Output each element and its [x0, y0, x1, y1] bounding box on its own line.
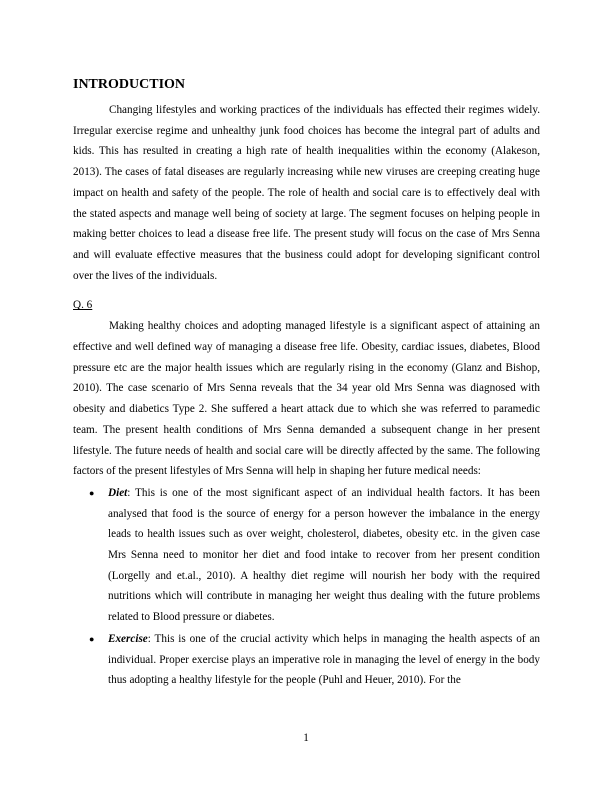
list-item-text: : This is one of the crucial activity which helps in managing the health aspects of an individual. Proper exercise plays an imperative role in managing the level of energy in the body thus adopting a healthy lifestyle for the people (Puhl and Heuer, 2010). For the: [108, 632, 540, 687]
intro-paragraph: Changing lifestyles and working practices of the individuals has effected their regimes widely. Irregular exercise regime and unhealthy junk food choices has become the integral part of adults and kids. This has resulted in creating a high rate of health inequalities within the economy (Alakeson, 2013). The cases of fatal diseases are regularly increasing while new viruses are creeping creating huge impact on health and safety of the people. The role of health and social care is to effectively deal with the stated aspects and manage well being of society at large. The segment focuses on helping people in making better choices to lead a disease free life. The present study will focus on the case of Mrs Senna and will evaluate effective measures that the business could adopt for developing significant control over the lives of the individuals.: [73, 104, 540, 282]
bullet-icon: ●: [89, 487, 95, 498]
section-heading: INTRODUCTION: [73, 77, 186, 92]
list-item-text: : This is one of the most significant aspect of an individual health factors. It has been analysed that food is the source of energy for a person however the imbalance in the energy leads to health issues such as over weight, cholesterol, diabetes, obesity etc. in the given case Mrs Senna need to monitor her diet and food intake to recover from her present condition (Lorgelly and et.al., 2010). A healthy diet regime will nourish her body with the required nutritions which will contribute in managing her weight thus dealing with the future problems related to Blood pressure or diabetes.: [108, 486, 540, 624]
question-label: Q. 6: [73, 299, 93, 312]
bullet-icon: ●: [89, 633, 95, 644]
list-item-term: Diet: [108, 486, 128, 499]
page-content: [73, 76, 540, 691]
q6-paragraph: Making healthy choices and adopting managed lifestyle is a significant aspect of attaining an effective and well defined way of managing a disease free life. Obesity, cardiac issues, diabetes, Blood pressure etc are the major health issues which are regularly rising in the economy (Glanz and Bishop, 2010). The case scenario of Mrs Senna reveals that the 34 year old Mrs Senna was diagnosed with obesity and diabetics Type 2. She suffered a heart attack due to which she was referred to paramedic team. The present health conditions of Mrs Senna demanded a subsequent change in her present lifestyle. The future needs of health and social care will be directly affected by the same. The following factors of the present lifestyles of Mrs Senna will help in shaping her future medical needs:: [73, 320, 540, 478]
list-item: [73, 629, 540, 691]
list-item-term: Exercise: [108, 632, 148, 645]
list-item: [73, 483, 540, 628]
page-number: 1: [303, 732, 309, 744]
factor-list: [73, 483, 540, 691]
